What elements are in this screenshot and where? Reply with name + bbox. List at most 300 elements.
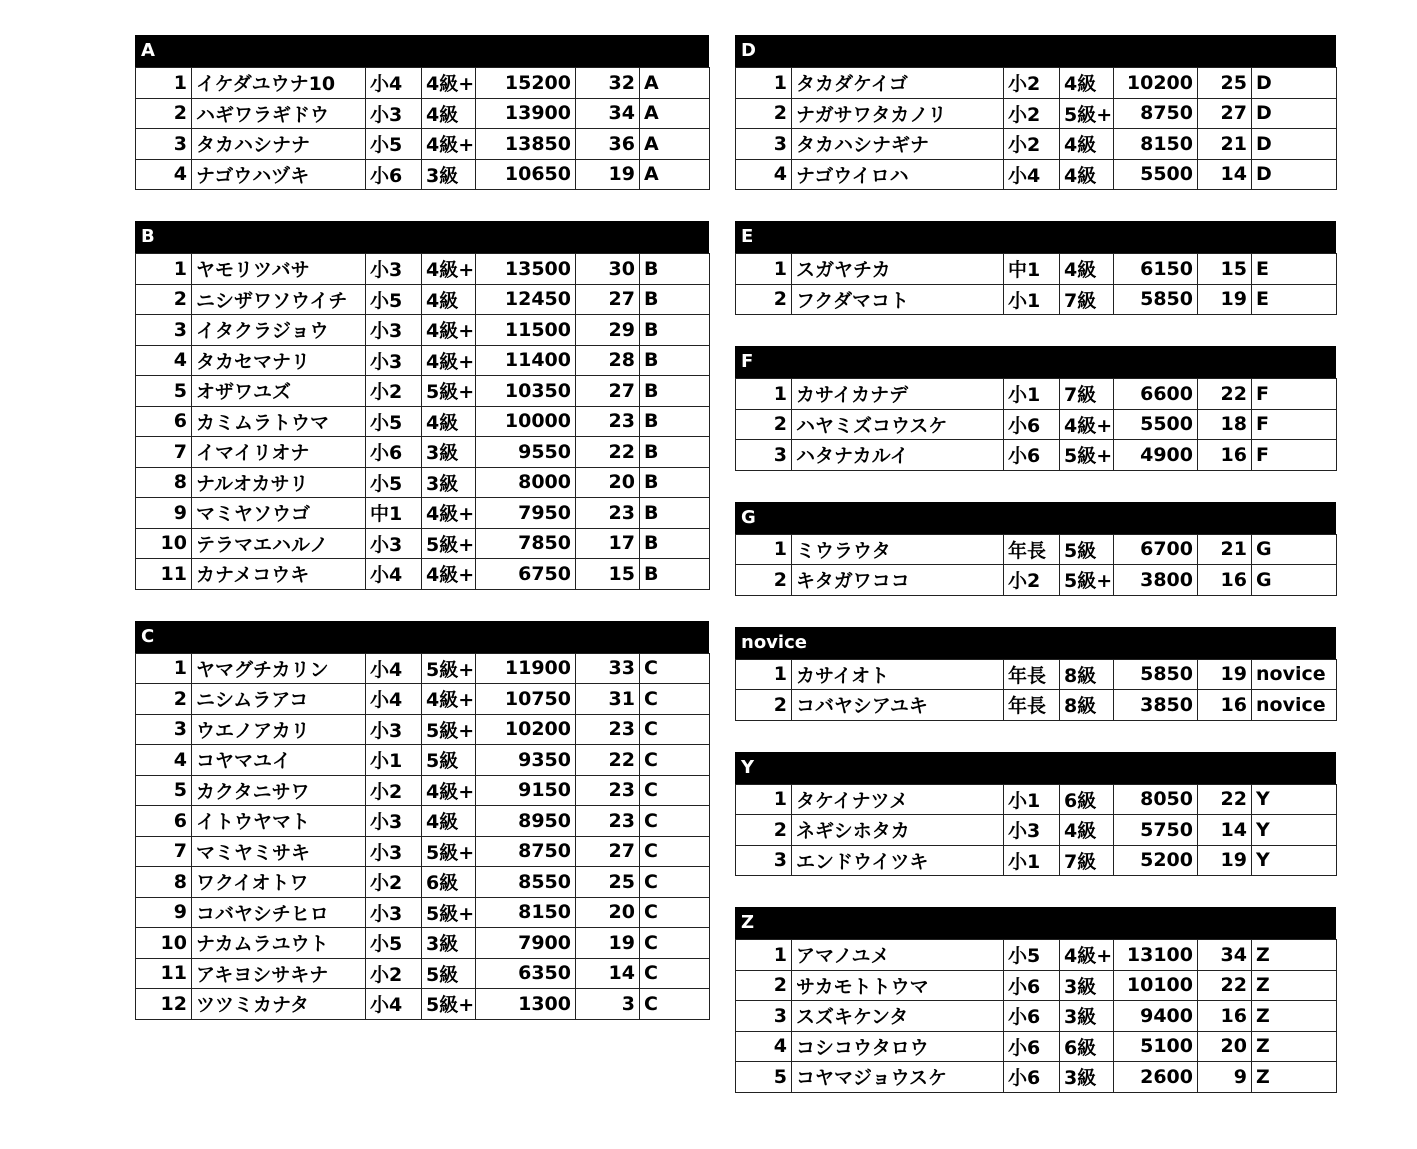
score-cell: 6750 xyxy=(476,559,576,590)
count-cell: 9 xyxy=(1198,1062,1252,1093)
count-cell: 32 xyxy=(576,68,640,99)
level-cell: 4級 xyxy=(1060,129,1114,160)
group-cell: C xyxy=(640,653,710,684)
count-cell: 31 xyxy=(576,684,640,715)
count-cell: 19 xyxy=(1198,284,1252,315)
table-row xyxy=(736,1031,1337,1062)
group-rows xyxy=(735,939,1337,1093)
group-cell: B xyxy=(640,254,710,285)
group-cell: C xyxy=(640,684,710,715)
count-cell: 14 xyxy=(1198,159,1252,190)
score-cell: 8750 xyxy=(1114,98,1198,129)
group-cell: C xyxy=(640,806,710,837)
count-cell: 34 xyxy=(1198,940,1252,971)
name-cell: イマイリオナ xyxy=(192,437,366,468)
count-cell: 15 xyxy=(576,559,640,590)
grade-cell: 小2 xyxy=(366,376,422,407)
grade-cell: 小2 xyxy=(1004,98,1060,129)
grade-cell: 中1 xyxy=(1004,254,1060,285)
group-cell: B xyxy=(640,376,710,407)
level-cell: 5級+ xyxy=(422,376,476,407)
rank-cell: 5 xyxy=(736,1062,792,1093)
count-cell: 27 xyxy=(576,376,640,407)
grade-cell: 小2 xyxy=(1004,565,1060,596)
table-row xyxy=(136,437,710,468)
grade-cell: 小4 xyxy=(366,653,422,684)
rank-cell: 3 xyxy=(136,129,192,160)
group-cell: D xyxy=(1252,129,1337,160)
table-row xyxy=(736,98,1337,129)
rank-cell: 2 xyxy=(736,565,792,596)
name-cell: アキヨシサキナ xyxy=(192,958,366,989)
rank-cell: 11 xyxy=(136,958,192,989)
name-cell: アマノユメ xyxy=(792,940,1004,971)
grade-cell: 中1 xyxy=(366,498,422,529)
rank-cell: 3 xyxy=(136,714,192,745)
name-cell: マミヤソウゴ xyxy=(192,498,366,529)
count-cell: 17 xyxy=(576,528,640,559)
name-cell: ハギワラギドウ xyxy=(192,98,366,129)
score-cell: 7950 xyxy=(476,498,576,529)
rank-cell: 7 xyxy=(136,836,192,867)
score-cell: 5750 xyxy=(1114,815,1198,846)
group-cell: C xyxy=(640,836,710,867)
rank-cell: 3 xyxy=(736,845,792,876)
rank-cell: 4 xyxy=(736,159,792,190)
score-cell: 8950 xyxy=(476,806,576,837)
name-cell: ニシムラアコ xyxy=(192,684,366,715)
group-cell: G xyxy=(1252,565,1337,596)
count-cell: 30 xyxy=(576,254,640,285)
count-cell: 14 xyxy=(1198,815,1252,846)
name-cell: イトウヤマト xyxy=(192,806,366,837)
level-cell: 4級+ xyxy=(422,68,476,99)
group-E-table xyxy=(735,221,1336,315)
table-row xyxy=(136,68,710,99)
level-cell: 6級 xyxy=(1060,1031,1114,1062)
rank-cell: 3 xyxy=(736,440,792,471)
name-cell: ネギシホタカ xyxy=(792,815,1004,846)
grade-cell: 小4 xyxy=(366,989,422,1020)
level-cell: 5級+ xyxy=(422,528,476,559)
table-row xyxy=(136,714,710,745)
grade-cell: 小6 xyxy=(1004,1062,1060,1093)
group-cell: B xyxy=(640,284,710,315)
level-cell: 3級 xyxy=(1060,970,1114,1001)
count-cell: 22 xyxy=(576,745,640,776)
group-cell: D xyxy=(1252,98,1337,129)
right-column xyxy=(735,35,1336,1124)
rank-cell: 1 xyxy=(136,653,192,684)
grade-cell: 小3 xyxy=(366,528,422,559)
grade-cell: 小6 xyxy=(1004,970,1060,1001)
score-cell: 11900 xyxy=(476,653,576,684)
group-header: D xyxy=(735,35,1336,67)
name-cell: コバヤシアユキ xyxy=(792,690,1004,721)
group-Y-table xyxy=(735,752,1336,877)
group-G-table xyxy=(735,502,1336,596)
level-cell: 5級+ xyxy=(422,989,476,1020)
rank-cell: 2 xyxy=(736,98,792,129)
rank-cell: 4 xyxy=(736,1031,792,1062)
level-cell: 4級+ xyxy=(422,315,476,346)
count-cell: 27 xyxy=(576,284,640,315)
group-cell: Y xyxy=(1252,815,1337,846)
table-row xyxy=(736,1001,1337,1032)
score-cell: 8150 xyxy=(1114,129,1198,160)
group-cell: Z xyxy=(1252,1062,1337,1093)
level-cell: 4級+ xyxy=(1060,940,1114,971)
name-cell: タカセマナリ xyxy=(192,345,366,376)
grade-cell: 小4 xyxy=(366,68,422,99)
level-cell: 4級 xyxy=(422,284,476,315)
rank-cell: 12 xyxy=(136,989,192,1020)
name-cell: ナカムラユウト xyxy=(192,928,366,959)
rank-cell: 2 xyxy=(136,284,192,315)
name-cell: カクタニサワ xyxy=(192,775,366,806)
grade-cell: 小3 xyxy=(1004,815,1060,846)
table-row xyxy=(136,129,710,160)
group-cell: E xyxy=(1252,254,1337,285)
group-header: G xyxy=(735,502,1336,534)
grade-cell: 小2 xyxy=(1004,68,1060,99)
name-cell: イケダユウナ10 xyxy=(192,68,366,99)
count-cell: 23 xyxy=(576,775,640,806)
count-cell: 16 xyxy=(1198,565,1252,596)
name-cell: ナガサワタカノリ xyxy=(792,98,1004,129)
group-cell: Z xyxy=(1252,1031,1337,1062)
level-cell: 4級 xyxy=(1060,159,1114,190)
count-cell: 23 xyxy=(576,498,640,529)
level-cell: 4級+ xyxy=(422,254,476,285)
group-cell: C xyxy=(640,897,710,928)
table-row xyxy=(736,159,1337,190)
grade-cell: 小3 xyxy=(366,345,422,376)
group-header: E xyxy=(735,221,1336,253)
grade-cell: 小6 xyxy=(1004,1031,1060,1062)
level-cell: 3級 xyxy=(422,467,476,498)
table-row xyxy=(736,815,1337,846)
name-cell: コヤマユイ xyxy=(192,745,366,776)
group-cell: C xyxy=(640,958,710,989)
level-cell: 8級 xyxy=(1060,659,1114,690)
rank-cell: 1 xyxy=(736,534,792,565)
score-cell: 8550 xyxy=(476,867,576,898)
group-C-table xyxy=(135,621,709,1020)
group-rows xyxy=(735,534,1337,596)
score-cell: 13850 xyxy=(476,129,576,160)
level-cell: 5級 xyxy=(1060,534,1114,565)
name-cell: カサイカナデ xyxy=(792,379,1004,410)
level-cell: 5級 xyxy=(422,745,476,776)
name-cell: ナゴウイロハ xyxy=(792,159,1004,190)
rank-cell: 1 xyxy=(736,379,792,410)
score-cell: 12450 xyxy=(476,284,576,315)
table-row xyxy=(136,315,710,346)
table-row xyxy=(136,684,710,715)
level-cell: 5級+ xyxy=(422,897,476,928)
name-cell: オザワユズ xyxy=(192,376,366,407)
table-row xyxy=(136,467,710,498)
group-rows xyxy=(735,784,1337,877)
rank-cell: 11 xyxy=(136,559,192,590)
rank-cell: 1 xyxy=(736,940,792,971)
group-cell: A xyxy=(640,98,710,129)
count-cell: 23 xyxy=(576,714,640,745)
group-header: B xyxy=(135,221,709,253)
group-cell: C xyxy=(640,867,710,898)
grade-cell: 小4 xyxy=(1004,159,1060,190)
level-cell: 4級+ xyxy=(422,559,476,590)
score-cell: 5100 xyxy=(1114,1031,1198,1062)
group-cell: B xyxy=(640,498,710,529)
count-cell: 28 xyxy=(576,345,640,376)
table-row xyxy=(736,690,1337,721)
name-cell: サカモトトウマ xyxy=(792,970,1004,1001)
grade-cell: 小5 xyxy=(366,129,422,160)
table-row xyxy=(136,989,710,1020)
score-cell: 7900 xyxy=(476,928,576,959)
table-row xyxy=(136,376,710,407)
score-cell: 10200 xyxy=(1114,68,1198,99)
score-cell: 6150 xyxy=(1114,254,1198,285)
grade-cell: 小2 xyxy=(366,867,422,898)
rank-cell: 3 xyxy=(136,315,192,346)
grade-cell: 小6 xyxy=(366,159,422,190)
score-cell: 3800 xyxy=(1114,565,1198,596)
grade-cell: 小6 xyxy=(1004,1001,1060,1032)
group-cell: F xyxy=(1252,409,1337,440)
score-cell: 6350 xyxy=(476,958,576,989)
score-cell: 10650 xyxy=(476,159,576,190)
table-row xyxy=(136,159,710,190)
group-rows xyxy=(735,67,1337,190)
table-row xyxy=(136,653,710,684)
rank-cell: 5 xyxy=(136,775,192,806)
name-cell: ワクイオトワ xyxy=(192,867,366,898)
name-cell: タカダケイゴ xyxy=(792,68,1004,99)
count-cell: 3 xyxy=(576,989,640,1020)
table-row xyxy=(136,745,710,776)
group-novice-table xyxy=(735,627,1336,721)
group-header: Y xyxy=(735,752,1336,784)
name-cell: コヤマジョウスケ xyxy=(792,1062,1004,1093)
name-cell: テラマエハルノ xyxy=(192,528,366,559)
group-header: novice xyxy=(735,627,1336,659)
group-cell: B xyxy=(640,437,710,468)
name-cell: ヤモリツバサ xyxy=(192,254,366,285)
level-cell: 4級 xyxy=(1060,254,1114,285)
count-cell: 23 xyxy=(576,406,640,437)
count-cell: 25 xyxy=(1198,68,1252,99)
score-cell: 9400 xyxy=(1114,1001,1198,1032)
count-cell: 22 xyxy=(1198,379,1252,410)
grade-cell: 小1 xyxy=(366,745,422,776)
grade-cell: 小6 xyxy=(1004,440,1060,471)
score-cell: 11400 xyxy=(476,345,576,376)
rank-cell: 9 xyxy=(136,897,192,928)
rank-cell: 3 xyxy=(736,1001,792,1032)
count-cell: 33 xyxy=(576,653,640,684)
level-cell: 4級+ xyxy=(422,129,476,160)
group-B-table xyxy=(135,221,709,590)
name-cell: スズキケンタ xyxy=(792,1001,1004,1032)
name-cell: ハヤミズコウスケ xyxy=(792,409,1004,440)
name-cell: ナルオカサリ xyxy=(192,467,366,498)
name-cell: ニシザワソウイチ xyxy=(192,284,366,315)
grade-cell: 小3 xyxy=(366,714,422,745)
level-cell: 5級+ xyxy=(422,653,476,684)
count-cell: 22 xyxy=(1198,970,1252,1001)
group-cell: C xyxy=(640,775,710,806)
count-cell: 34 xyxy=(576,98,640,129)
table-row xyxy=(136,498,710,529)
name-cell: ナゴウハヅキ xyxy=(192,159,366,190)
group-cell: B xyxy=(640,528,710,559)
group-cell: A xyxy=(640,159,710,190)
level-cell: 3級 xyxy=(1060,1062,1114,1093)
count-cell: 20 xyxy=(576,897,640,928)
group-header: A xyxy=(135,35,709,67)
rank-cell: 1 xyxy=(136,254,192,285)
level-cell: 4級 xyxy=(422,806,476,837)
group-D-table xyxy=(735,35,1336,190)
level-cell: 4級 xyxy=(1060,815,1114,846)
name-cell: マミヤミサキ xyxy=(192,836,366,867)
score-cell: 5500 xyxy=(1114,159,1198,190)
level-cell: 5級+ xyxy=(422,836,476,867)
rank-cell: 10 xyxy=(136,928,192,959)
level-cell: 7級 xyxy=(1060,284,1114,315)
table-row xyxy=(736,254,1337,285)
score-cell: 1300 xyxy=(476,989,576,1020)
score-cell: 10350 xyxy=(476,376,576,407)
rank-cell: 1 xyxy=(736,659,792,690)
group-cell: F xyxy=(1252,379,1337,410)
table-row xyxy=(136,928,710,959)
table-row xyxy=(736,565,1337,596)
count-cell: 36 xyxy=(576,129,640,160)
level-cell: 4級 xyxy=(422,406,476,437)
table-row xyxy=(736,784,1337,815)
group-cell: Y xyxy=(1252,784,1337,815)
score-cell: 15200 xyxy=(476,68,576,99)
table-row xyxy=(736,659,1337,690)
level-cell: 5級+ xyxy=(1060,565,1114,596)
table-row xyxy=(736,940,1337,971)
table-row xyxy=(136,528,710,559)
group-cell: D xyxy=(1252,159,1337,190)
group-cell: novice xyxy=(1252,659,1337,690)
group-F-table xyxy=(735,346,1336,471)
name-cell: フクダマコト xyxy=(792,284,1004,315)
count-cell: 16 xyxy=(1198,1001,1252,1032)
table-row xyxy=(136,836,710,867)
count-cell: 19 xyxy=(1198,845,1252,876)
rank-cell: 6 xyxy=(136,406,192,437)
group-cell: Z xyxy=(1252,940,1337,971)
table-row xyxy=(136,867,710,898)
group-cell: Z xyxy=(1252,970,1337,1001)
table-row xyxy=(136,775,710,806)
grade-cell: 小2 xyxy=(1004,129,1060,160)
table-row xyxy=(136,98,710,129)
group-rows xyxy=(735,253,1337,315)
level-cell: 4級 xyxy=(422,98,476,129)
group-rows xyxy=(735,659,1337,721)
rank-cell: 2 xyxy=(736,690,792,721)
count-cell: 18 xyxy=(1198,409,1252,440)
rank-cell: 8 xyxy=(136,467,192,498)
rank-cell: 4 xyxy=(136,345,192,376)
grade-cell: 年長 xyxy=(1004,659,1060,690)
count-cell: 20 xyxy=(576,467,640,498)
name-cell: ヤマグチカリン xyxy=(192,653,366,684)
group-cell: C xyxy=(640,928,710,959)
grade-cell: 小5 xyxy=(1004,940,1060,971)
score-cell: 8150 xyxy=(476,897,576,928)
score-cell: 8000 xyxy=(476,467,576,498)
rank-cell: 2 xyxy=(736,284,792,315)
group-cell: B xyxy=(640,406,710,437)
table-row xyxy=(736,534,1337,565)
grade-cell: 小2 xyxy=(366,775,422,806)
level-cell: 5級+ xyxy=(1060,98,1114,129)
count-cell: 20 xyxy=(1198,1031,1252,1062)
table-row xyxy=(736,129,1337,160)
rank-cell: 6 xyxy=(136,806,192,837)
group-cell: novice xyxy=(1252,690,1337,721)
count-cell: 16 xyxy=(1198,440,1252,471)
name-cell: カサイオト xyxy=(792,659,1004,690)
group-cell: B xyxy=(640,559,710,590)
score-cell: 7850 xyxy=(476,528,576,559)
group-cell: B xyxy=(640,315,710,346)
rank-cell: 1 xyxy=(736,68,792,99)
name-cell: タケイナツメ xyxy=(792,784,1004,815)
grade-cell: 小3 xyxy=(366,98,422,129)
rank-cell: 2 xyxy=(736,815,792,846)
group-header: Z xyxy=(735,907,1336,939)
grade-cell: 小6 xyxy=(1004,409,1060,440)
table-row xyxy=(136,406,710,437)
grade-cell: 小3 xyxy=(366,836,422,867)
grade-cell: 小3 xyxy=(366,897,422,928)
count-cell: 25 xyxy=(576,867,640,898)
table-row xyxy=(736,409,1337,440)
rank-cell: 10 xyxy=(136,528,192,559)
score-cell: 11500 xyxy=(476,315,576,346)
group-A-table xyxy=(135,35,709,190)
grade-cell: 小1 xyxy=(1004,845,1060,876)
name-cell: ハタナカルイ xyxy=(792,440,1004,471)
group-cell: A xyxy=(640,129,710,160)
table-row xyxy=(136,806,710,837)
count-cell: 19 xyxy=(1198,659,1252,690)
count-cell: 19 xyxy=(576,928,640,959)
group-cell: D xyxy=(1252,68,1337,99)
grade-cell: 小3 xyxy=(366,315,422,346)
rank-cell: 3 xyxy=(736,129,792,160)
table-row xyxy=(136,559,710,590)
name-cell: キタガワココ xyxy=(792,565,1004,596)
rank-cell: 2 xyxy=(736,970,792,1001)
score-cell: 3850 xyxy=(1114,690,1198,721)
rank-cell: 4 xyxy=(136,159,192,190)
grade-cell: 小3 xyxy=(366,254,422,285)
grade-cell: 小1 xyxy=(1004,379,1060,410)
score-cell: 2600 xyxy=(1114,1062,1198,1093)
